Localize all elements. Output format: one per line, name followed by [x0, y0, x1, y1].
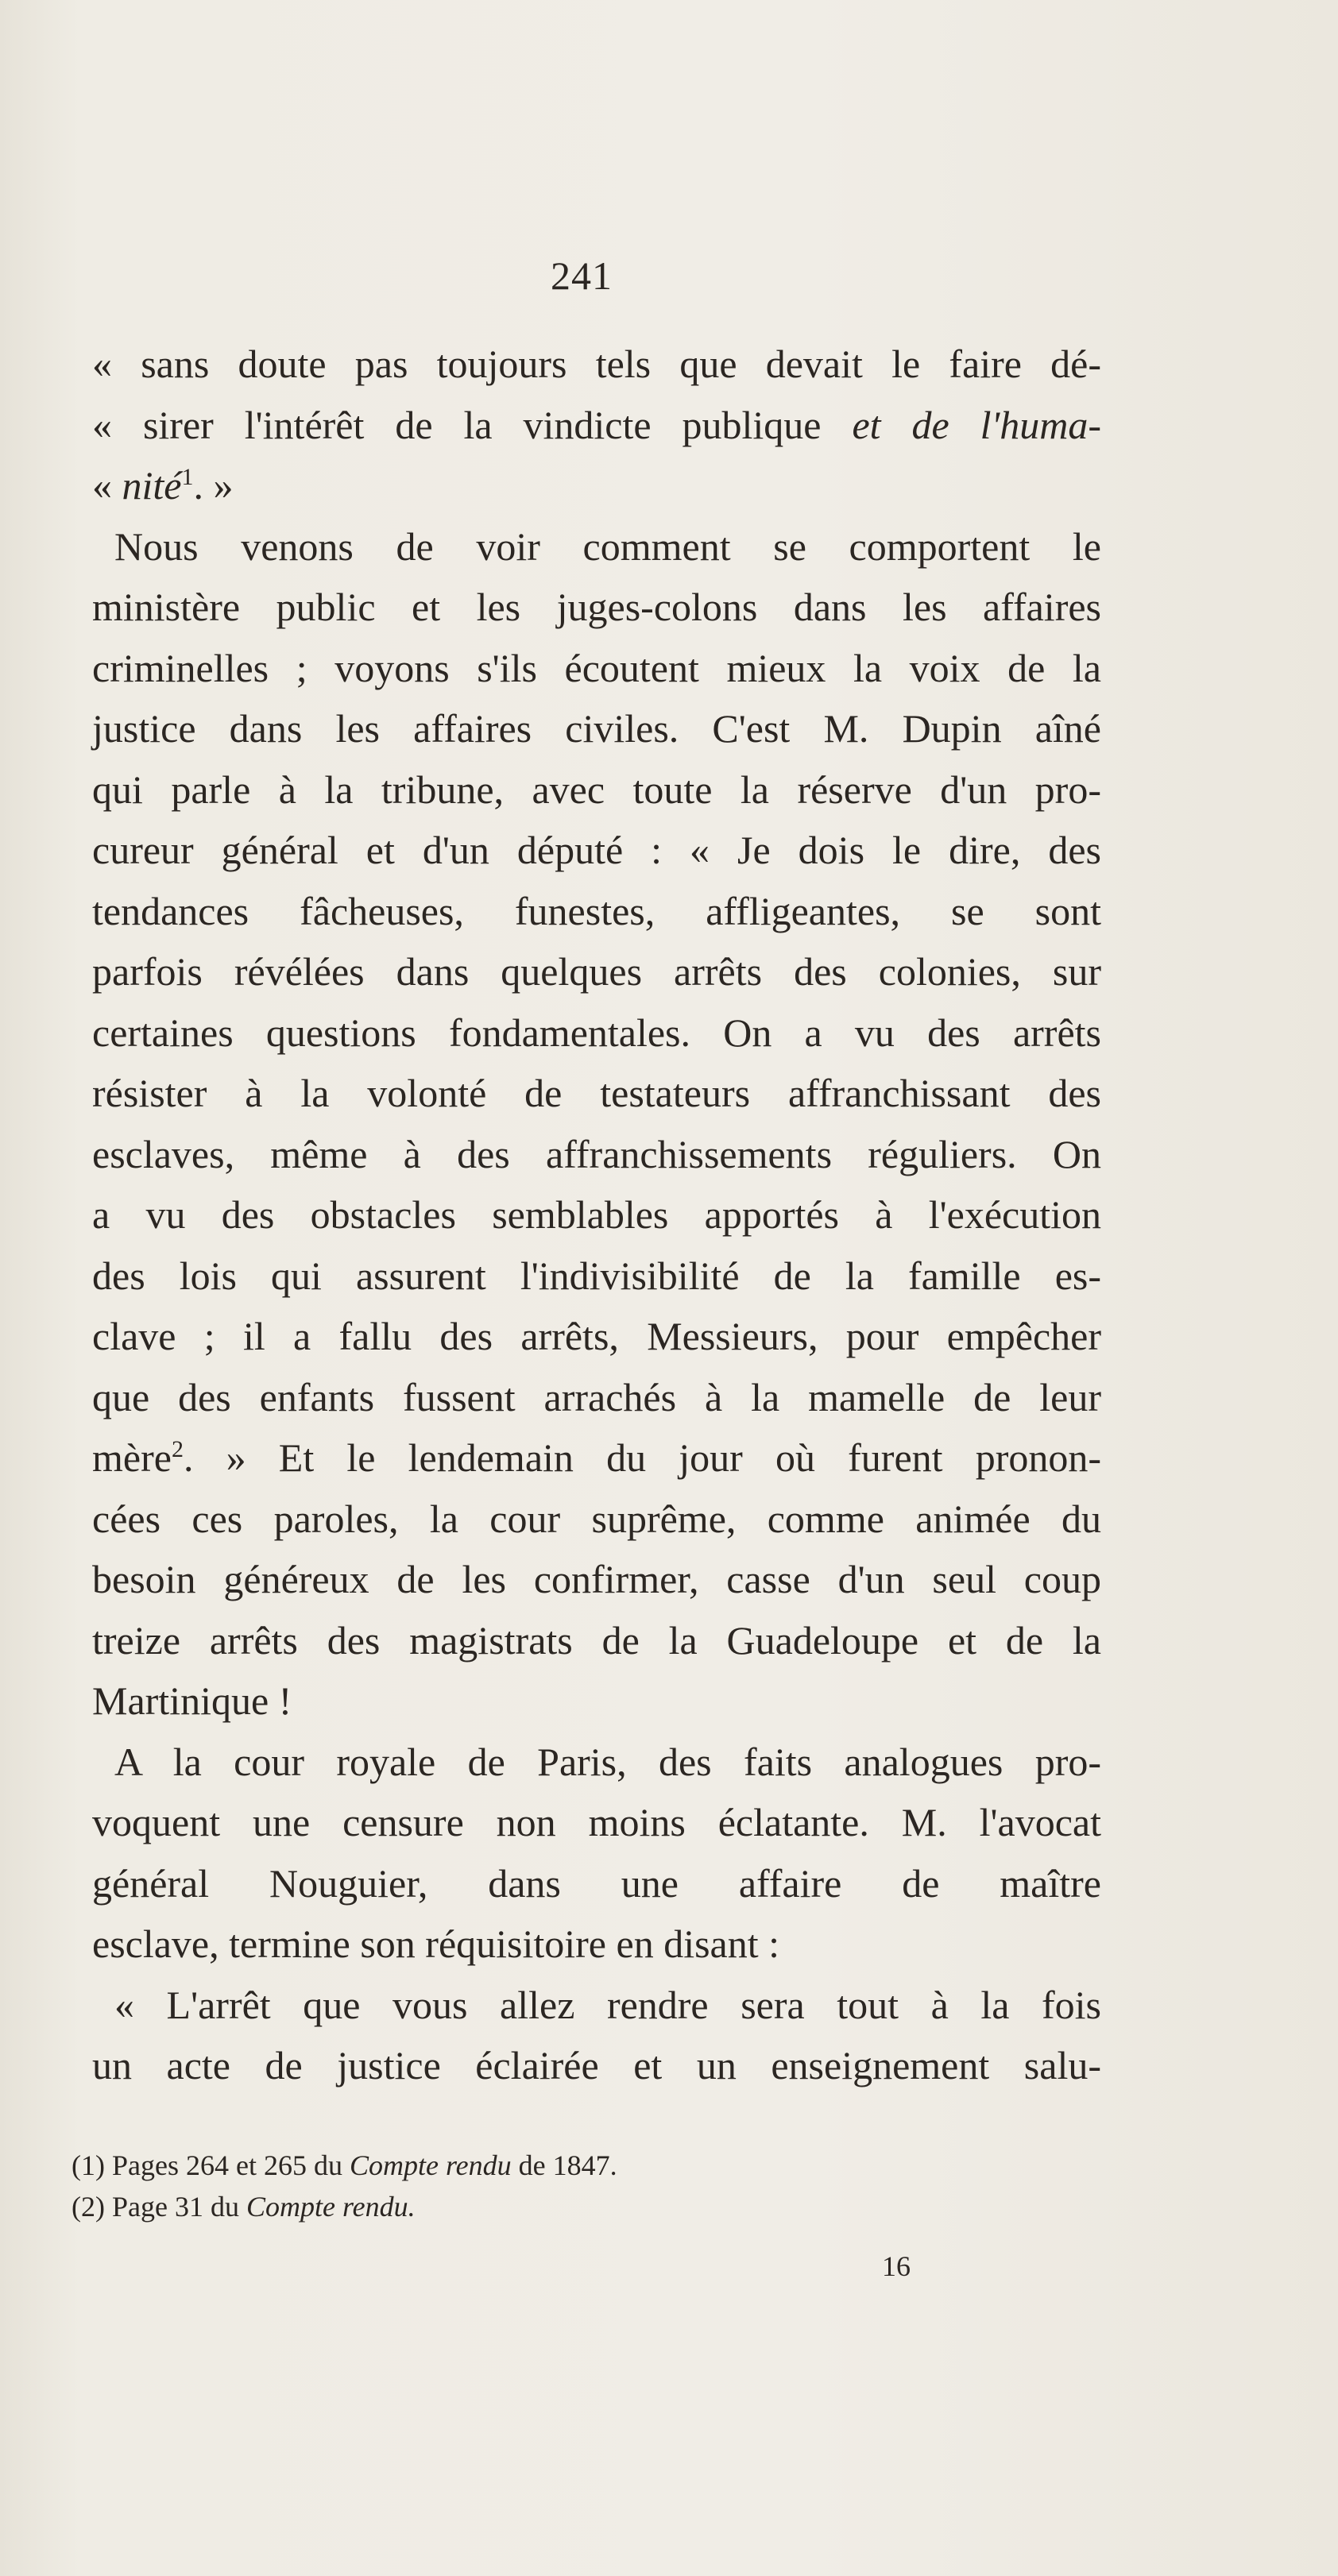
text-line-14: esclaves, même à des affranchissements réguliers. On: [92, 1131, 1101, 1176]
text-line-20: cées ces paroles, la cour suprême, comme animée du: [92, 1496, 1101, 1541]
text-line-17: clave ; il a fallu des arrêts, Messieurs, pour empêcher: [92, 1314, 1101, 1358]
text-line-9: cureur général et d'un député : « Je dois le dire, des: [92, 828, 1101, 872]
text-line-24: A la cour royale de Paris, des faits analogues pro-: [114, 1739, 1101, 1784]
text-line-3: « nité$^1$. »: [92, 463, 234, 508]
text-line-2: « sirer l'intérêt de la vindicte publique et de l'huma-: [92, 402, 1102, 447]
footnote-1: (1) Pages 264 et 265 du Compte rendu de 1847.: [72, 2149, 617, 2181]
text-line-6: criminelles ; voyons s'ils écoutent mieux la voix de la: [92, 645, 1101, 690]
text-line-11: parfois révélées dans quelques arrêts des colonies, sur: [92, 949, 1101, 994]
text-line-21: besoin généreux de les confirmer, casse d'un seul coup: [92, 1557, 1101, 1601]
body-text: [92, 334, 1101, 2096]
text-line-8: qui parle à la tribune, avec toute la réserve d'un pro-: [92, 767, 1101, 812]
text-line-18: que des enfants fussent arrachés à la mamelle de leur: [92, 1374, 1101, 1419]
text-line-7: justice dans les affaires civiles. C'est M. Dupin aîné: [92, 706, 1101, 751]
text-line-29: un acte de justice éclairée et un enseignement salu-: [92, 2043, 1101, 2087]
text-line-15: a vu des obstacles semblables apportés à l'exécution: [92, 1192, 1101, 1237]
text-line-25: voquent une censure non moins éclatante. M. l'avocat: [92, 1800, 1101, 1844]
text-line-4: Nous venons de voir comment se comportent le: [114, 523, 1101, 569]
footnote-ref-1: 1: [181, 464, 194, 490]
text-line-10: tendances fâcheuses, funestes, affligeantes, se sont: [92, 888, 1101, 933]
footnotes: [72, 2145, 1081, 2227]
text-line-26: général Nouguier, dans une affaire de maître: [92, 1860, 1101, 1906]
text-line-16: des lois qui assurent l'indivisibilité de la famille es-: [92, 1253, 1101, 1298]
signature-mark: 16: [882, 2250, 911, 2282]
text-line-5: ministère public et les juges-colons dans les affaires: [92, 585, 1101, 629]
text-line-22: treize arrêts des magistrats de la Guadeloupe et de la: [92, 1617, 1101, 1663]
text-line-13: résister à la volonté de testateurs affranchissant des: [92, 1071, 1101, 1115]
italic-text: et de l'huma-: [852, 402, 1102, 447]
text-line-27: esclave, termine son réquisitoire en disant :: [92, 1921, 780, 1966]
text-line-12: certaines questions fondamentales. On a vu des arrêts: [92, 1010, 1101, 1055]
footnote-ref-2: 2: [171, 1436, 184, 1462]
footnote-2: (2) Page 31 du Compte rendu.: [72, 2191, 416, 2223]
italic-text: nité: [122, 463, 182, 508]
text-line-1: « sans doute pas toujours tels que devait le faire dé-: [92, 342, 1101, 386]
text-line-28: « L'arrêt que vous allez rendre sera tout à la fois: [114, 1982, 1101, 2027]
page-number: 241: [551, 253, 613, 298]
text-line-23: Martinique !: [92, 1678, 292, 1723]
text-line-19: mère$^2$. » Et le lendemain du jour où furent pronon-: [92, 1435, 1101, 1480]
